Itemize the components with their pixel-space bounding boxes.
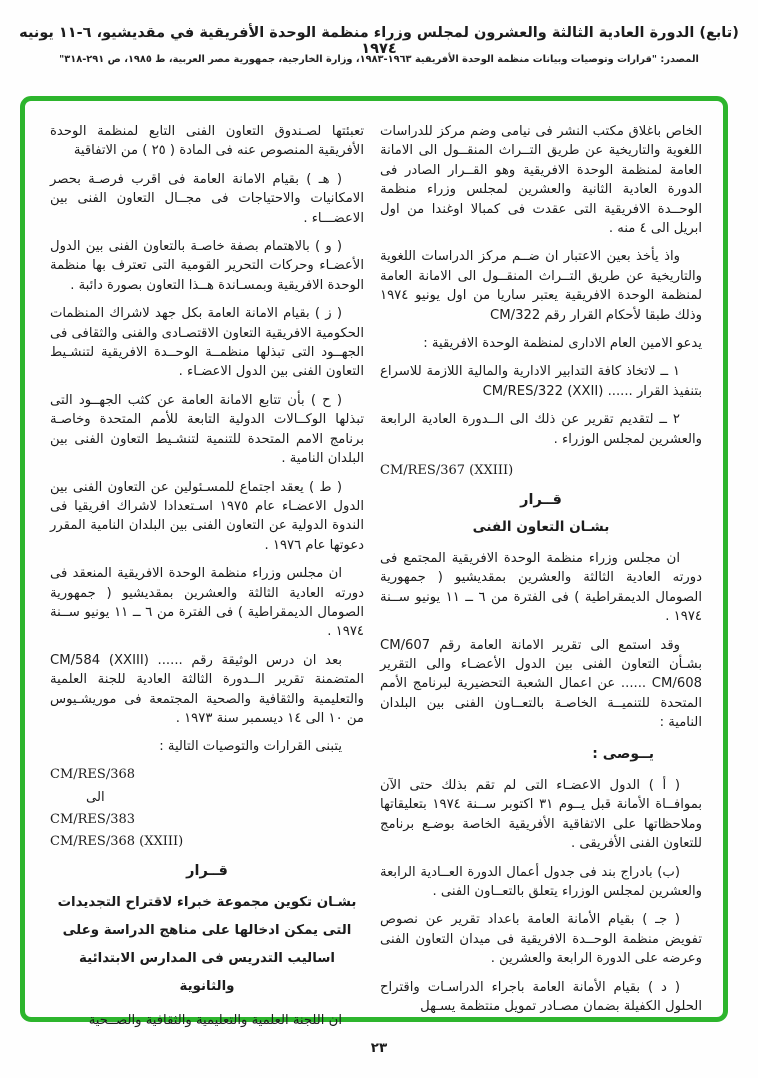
resolution-code-cm-res-367: CM/RES/367 (XXIII) [380, 463, 514, 479]
paragraph-committee-opening: ان اللجنة العلمية والتعليمية والثقافية والصــحية [88, 1012, 342, 1028]
decision-heading-2: قــرار [186, 863, 228, 880]
subject-line-1: بشـان تكوين مجموعة خبراء لاقتراح التجديدات [57, 894, 357, 910]
header-source-line: المصدر: "قرارات وتوصيات وبيانات منظمة الوحدة الأفريقية ١٩٦٣-١٩٨٣، وزارة الخارجية، جمهورية مصر العربية، ط ١٩٨٥، ص ٢٩١-٣١٨" [59, 54, 699, 65]
content-frame [20, 96, 728, 1028]
header-session-title: (تابع) الدورة العادية الثالثة والعشرون لمجلس وزراء منظمة الوحدة الأفريقية في مقديشيو، ٦-١١ يونيه ١٩٧٤ [19, 25, 739, 57]
recommendation-item-d: ( د ) بقيام الأمانة العامة باجراء الدراسـات واقتراح الحلول الكفيلة بضمان مصـادر تمويل منتظمة يسـهل [380, 979, 702, 1015]
column-left [50, 122, 364, 1039]
subject-line-3: اساليب التدريس فى المدارس الابتدائية والثانوية [78, 950, 335, 994]
page-number: ٢٣ [370, 1040, 388, 1056]
recommendation-item-c: ( جـ ) بقيام الأمانة العامة باعداد تقرير عن نصوص تفويض منظمة الوحــدة الافريقية فى ميدان التعاون الفنى وعرضه على الدورة الرابعة والعشرين . [380, 912, 702, 967]
numbered-item-2: ٢ ــ لتقديم تقرير عن ذلك الى الــدورة العادية الرابعة والعشرين لمجلس الوزراء . [380, 412, 702, 447]
paragraph-heard-report: وقد استمع الى تقرير الامانة العامة رقم CM/607 بشـأن التعاون الفنى بين الدول الأعضـاء والى التقرير CM/608 ...... عن اعمال الشعبة التحضيرية لبرنامج الأمم المتحدة للتنميــة الخاصـة بالتعــاون الفنى بين البلدان النامية : [380, 637, 702, 731]
column-right [380, 122, 702, 1025]
range-to-label: الى [86, 789, 105, 805]
recommendation-item-a: ( أ ) الدول الاعضـاء التى لم تقم بذلك حتى الآن بموافــاة الأمانة قبل يــوم ٣١ اكتوبر ســنة ١٩٧٤ بتعليقاتها وملاحظاتها على الاتفاقية الأفريقية الخاصة بوضـع برنامج للتعاون الفنى الأفريقى . [380, 777, 702, 852]
paragraph-council-session: ان مجلس وزراء منظمة الوحدة الافريقية المجتمع فى دورته العادية الثالثة والعشرين بمقديشيو ( جمهورية الصومال الديمقراطية ) فى الفترة من ٦ ــ ١١ يونيو ســنة ١٩٧٤ . [380, 550, 702, 625]
recommends-lead: يــوصى : [592, 745, 654, 762]
recommendation-item-t: ( ط ) يعقد اجتماع للمسـئولين عن التعاون الفنى بين الدول الاعضـاء عام ١٩٧٥ اسـتعدادا لاشراك افريقيا فى الندوة الدولية عن التعاون الفنى بين البلدان النامية المقرر دعوتها عام ١٩٧٦ . [50, 479, 364, 553]
paragraph-fund-continuation: تعبئتها لصـندوق التعاون الفنى التابع لمنظمة الوحدة الأفريقية المنصوص عنه فى المادة ( ٢٥ ) من الاتفاقية [50, 124, 364, 159]
paragraph-adopts-resolutions: يتبنى القرارات والتوصيات التالية : [159, 739, 342, 755]
resolution-code-cm-res-368: CM/RES/368 [50, 766, 136, 782]
numbered-item-1: ١ ــ لاتخاذ كافة التدابير الادارية والمالية اللازمة للاسراع بتنفيذ القرار ...... CM/RES/322 (XXII) [380, 364, 702, 399]
paragraph-studied-document: بعد ان درس الوثيقة رقم ...... CM/584 (XXIII) المتضمنة تقرير الــدورة الثالثة العادية للجنة العلمية والتعليمية والثقافية والصحية المجتمعة فى موريشـيوس من ١٠ الى ١٤ ديسمبر سنة ١٩٧٣ . [50, 652, 364, 726]
paragraph-resolution-continuation: الخاص باغلاق مكتب النشر فى نيامى وضم مركز للدراسات اللغوية والتاريخية عن طريق التــراث المنقــول الى الامانة العامة لمنظمة الوحدة الافريقية وهو القــرار الصادر فى الدورة العادية الثانية والعشرين لمجلس وزراء منظمة الوحــدة الافريقية التى عقدت فى كمبالا اوغندا من اول ابريل الى ٤ منه . [380, 124, 702, 237]
decision-heading: قــرار [520, 492, 562, 509]
recommendation-item-hh: ( ح ) بأن تتابع الامانة العامة عن كثب الجهــود التى تبذلها الوكــالات الدولية التابعة للأمم المتحدة وخاصـة برنامج الامم المتحدة للتنمية لتنشـيط التعاون الفنى بين البلدان النامية . [50, 392, 364, 467]
resolution-code-cm-res-368-xxiii: CM/RES/368 (XXIII) [50, 834, 184, 850]
recommendation-item-z: ( ز ) بقيام الامانة العامة بكل جهد لاشراك المنظمات الحكومية الافريقية التعاون الاقتصـادى والفنى والثقافى فى الجهــود التى تبذلها منظمــة الوحــدة الافريقية لتنشـيط التعاون الفنى بين الدول الاعضـاء . [50, 306, 364, 380]
decision-subject-experts-group [50, 889, 364, 1001]
decision-subject-technical-cooperation: بشـان التعاون الفنى [472, 518, 610, 535]
subject-line-2: التى يمكن ادخالها على مناهج الدراسة وعلى [62, 922, 352, 938]
paragraph-considering: واذ يأخذ بعين الاعتبار ان ضــم مركز الدراسات اللغوية والتاريخية عن طريق التــراث المنقــول الى الامانة العامة لمنظمة الوحدة الافريقية يعتبر ساريا من اول يونيو ١٩٧٤ وذلك طبقا لأحكام القرار رقم CM/322 [380, 249, 702, 323]
recommendation-item-w: ( و ) بالاهتمام بصفة خاصـة بالتعاون الفنى بين الدول الأعضـاء وحركات التحرير القومية التى تعترف بها منظمة الوحدة الافريقية وبمسـاندة هــذا التعاون بصورة دائبة . [50, 239, 364, 293]
paragraph-council-session-2: ان مجلس وزراء منظمة الوحدة الافريقية المنعقد فى دورته العادية الثالثة والعشرين بمقديشيو ( جمهورية الصومال الديمقراطية ) فى الفترة من ٦ ــ ١١ يونيو ســنة ١٩٧٤ . [50, 566, 364, 640]
paragraph-invites-secretary: يدعو الامين العام الادارى لمنظمة الوحدة الافريقية : [423, 336, 702, 352]
recommendation-item-h: ( هـ ) بقيام الامانة العامة فى اقرب فرصـة بحصر الامكانيات والاحتياجات فى مجــال التعاون الفنى بين الاعضـــاء . [50, 171, 364, 226]
resolution-code-cm-res-383: CM/RES/383 [50, 812, 136, 828]
recommendation-item-b: (ب) بادراج بند فى جدول أعمال الدورة العــادية الرابعة والعشرين لمجلس الوزراء يتعلق بالتعــاون الفنى . [380, 864, 702, 899]
